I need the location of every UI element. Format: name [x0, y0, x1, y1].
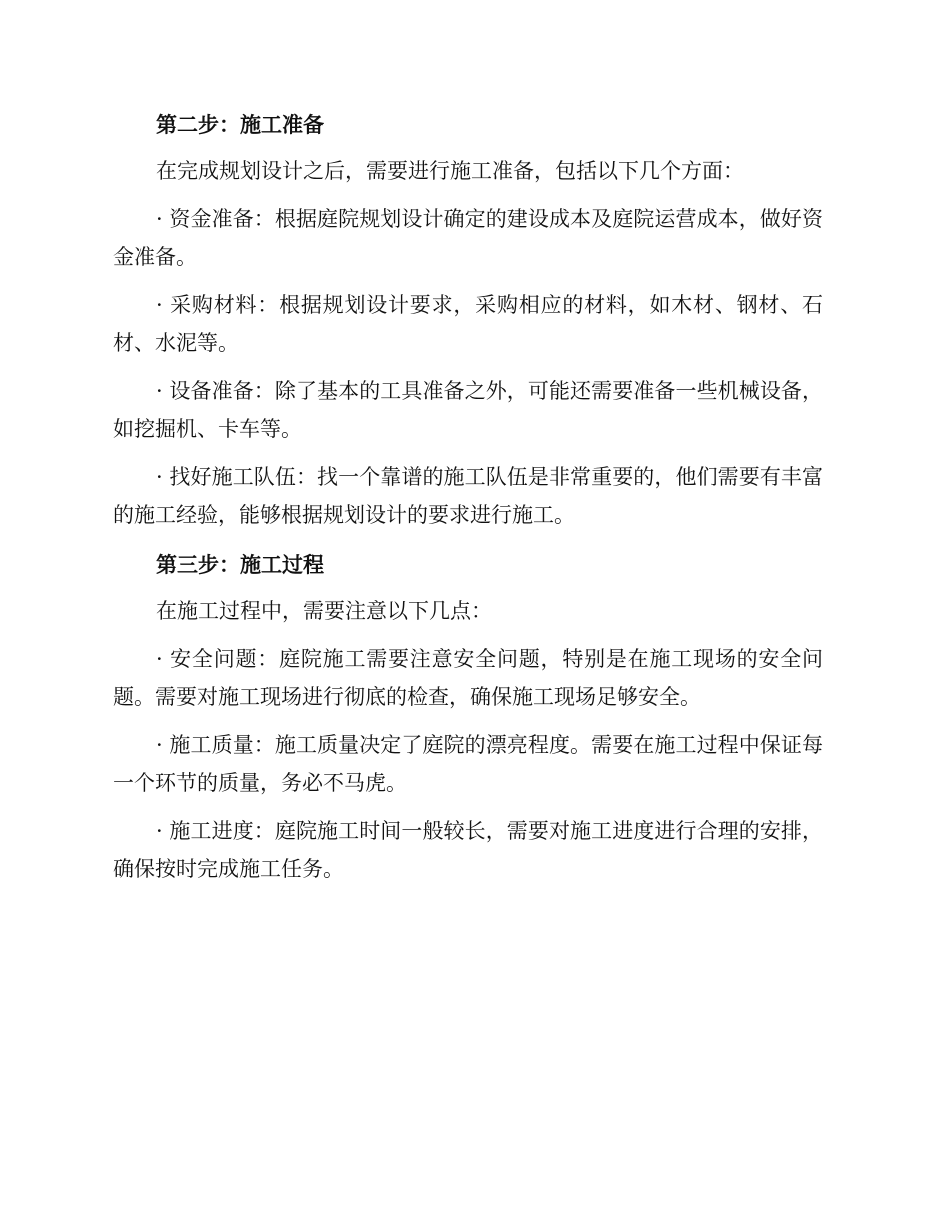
list-item-safety: · 安全问题：庭院施工需要注意安全问题，特别是在施工现场的安全问题。需要对施工现场进行彻底的检查，确保施工现场足够安全。	[113, 647, 823, 709]
spacer	[113, 630, 823, 640]
spacer	[113, 276, 823, 286]
list-item-materials: · 采购材料：根据规划设计要求，采购相应的材料，如木材、钢材、石材、水泥等。	[113, 293, 823, 355]
spacer	[113, 716, 823, 726]
section-intro-step-3: 在施工过程中，需要注意以下几点：	[156, 599, 492, 623]
spacer	[113, 144, 823, 152]
list-item-quality: · 施工质量：施工质量决定了庭院的漂亮程度。需要在施工过程中保证每一个环节的质量，务必不马虎。	[113, 733, 823, 795]
spacer	[113, 362, 823, 372]
list-item-equipment: · 设备准备：除了基本的工具准备之外，可能还需要准备一些机械设备，如挖掘机、卡车等。	[113, 379, 823, 441]
list-item-team: · 找好施工队伍：找一个靠谱的施工队伍是非常重要的，他们需要有丰富的施工经验，能够根据规划设计的要求进行施工。	[113, 465, 823, 527]
document-page	[113, 106, 823, 888]
section-heading-step-2: 第二步：施工准备	[156, 113, 324, 137]
spacer	[113, 190, 823, 200]
spacer	[113, 802, 823, 812]
list-item-schedule: · 施工进度：庭院施工时间一般较长，需要对施工进度进行合理的安排，确保按时完成施工任务。	[113, 819, 823, 881]
section-heading-step-3: 第三步：施工过程	[156, 553, 324, 577]
section-intro-step-2: 在完成规划设计之后，需要进行施工准备，包括以下几个方面：	[156, 159, 744, 183]
spacer	[113, 584, 823, 592]
list-item-funding: · 资金准备：根据庭院规划设计确定的建设成本及庭院运营成本，做好资金准备。	[113, 207, 823, 269]
spacer	[113, 534, 823, 546]
spacer	[113, 448, 823, 458]
